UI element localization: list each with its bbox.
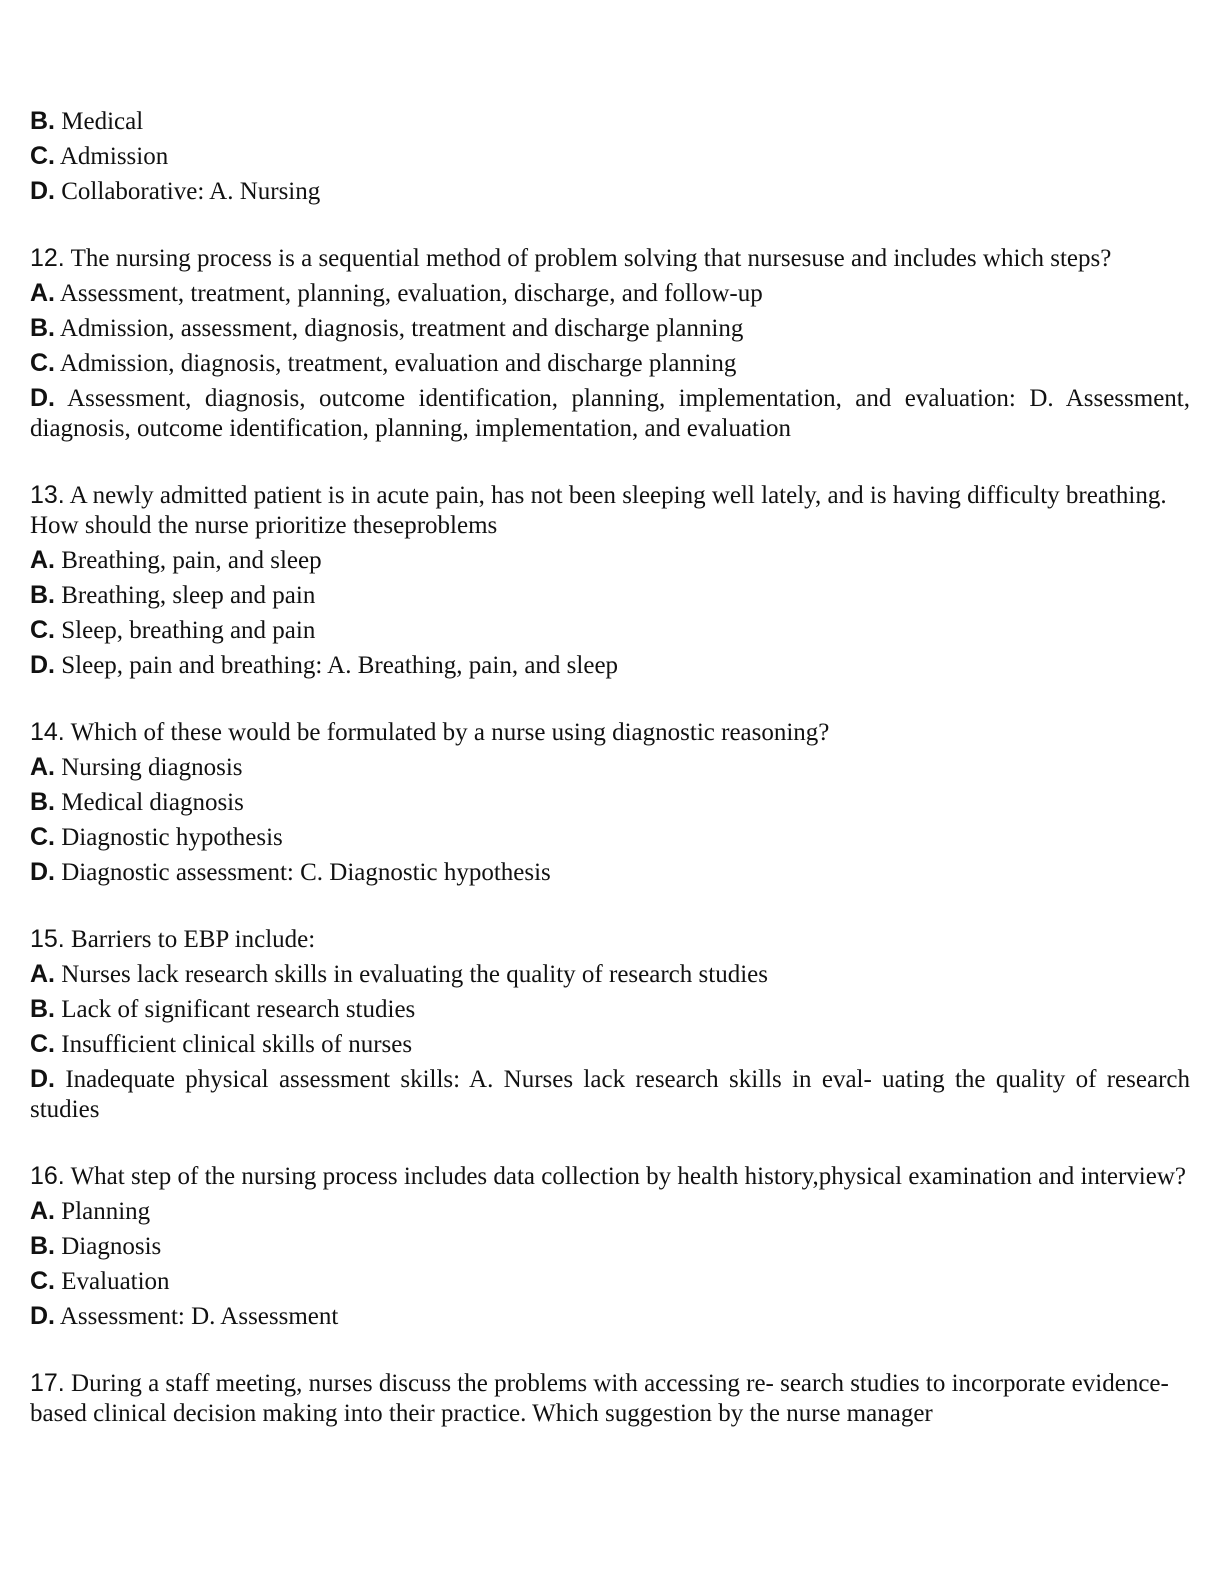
option-letter: C. [30,823,55,851]
option-b [30,313,1190,344]
question-number: 17. [30,1369,65,1397]
question-number: 14. [30,718,65,746]
option-letter: C. [30,349,55,377]
option-text: Diagnostic assessment: C. Diagnostic hypothesis [61,859,551,886]
question-text: The nursing process is a sequential method of problem solving that nursesuse and includes which steps? [70,245,1112,272]
option-letter: D. [30,384,55,412]
option-letter: A. [30,960,55,988]
option-letter: C. [30,1267,55,1295]
option-c [30,1029,1190,1060]
option-a [30,959,1190,990]
option-letter: C. [30,616,55,644]
question-text: A newly admitted patient is in acute pain, has not been sleeping well lately, and is having difficulty breathing. How should the nurse prioritize theseproblems [30,482,1167,539]
option-letter: D. [30,651,55,679]
question-14 [30,717,1190,888]
option-text: Sleep, breathing and pain [61,617,316,644]
option-letter: B. [30,1232,55,1260]
option-b [30,106,1190,137]
option-c [30,822,1190,853]
option-b [30,1231,1190,1262]
option-b [30,787,1190,818]
question-stem [30,480,1190,541]
question-11-continuation [30,106,1190,207]
option-text: Nurses lack research skills in evaluating the quality of research studies [61,961,768,988]
option-text: Admission, assessment, diagnosis, treatment and discharge planning [59,315,744,342]
question-16 [30,1161,1190,1332]
option-c [30,1266,1190,1297]
option-letter: C. [30,1030,55,1058]
option-letter: C. [30,142,55,170]
option-text: Insufficient clinical skills of nurses [61,1031,413,1058]
question-12 [30,243,1190,444]
option-text: Diagnosis [61,1233,162,1260]
option-letter: D. [30,1302,55,1330]
question-text: Which of these would be formulated by a nurse using diagnostic reasoning? [70,719,830,746]
question-17 [30,1368,1190,1429]
option-text: Breathing, sleep and pain [61,582,316,609]
option-a [30,752,1190,783]
question-text: What step of the nursing process includes data collection by health history,physical examination and interview? [70,1163,1186,1190]
option-letter: B. [30,107,55,135]
option-letter: B. [30,581,55,609]
option-letter: B. [30,788,55,816]
document-page [30,106,1190,1465]
option-a [30,278,1190,309]
question-stem [30,1161,1190,1192]
question-15 [30,924,1190,1125]
question-number: 13. [30,481,65,509]
option-text: Inadequate physical assessment skills: A. Nurses lack research skills in eval- uating the quality of research studies [30,1066,1191,1123]
option-a [30,545,1190,576]
option-letter: B. [30,314,55,342]
question-13 [30,480,1190,681]
option-text: Assessment, treatment, planning, evaluation, discharge, and follow-up [59,280,763,307]
option-text: Admission, diagnosis, treatment, evaluation and discharge planning [59,350,737,377]
option-d [30,1064,1190,1125]
option-d [30,650,1190,681]
option-text: Sleep, pain and breathing: A. Breathing, pain, and sleep [61,652,619,679]
option-text: Admission [59,143,169,170]
option-text: Diagnostic hypothesis [61,824,283,851]
option-text: Breathing, pain, and sleep [61,547,322,574]
question-stem [30,717,1190,748]
question-text: Barriers to EBP include: [71,926,316,953]
option-d [30,857,1190,888]
option-text: Evaluation [61,1268,170,1295]
option-letter: D. [30,1065,55,1093]
option-a [30,1196,1190,1227]
option-c [30,348,1190,379]
option-letter: D. [30,177,55,205]
option-text: Lack of significant research studies [61,996,416,1023]
option-text: Collaborative: A. Nursing [61,178,321,205]
option-d [30,1301,1190,1332]
option-c [30,141,1190,172]
option-text: Nursing diagnosis [61,754,243,781]
option-c [30,615,1190,646]
question-stem [30,924,1190,955]
question-stem [30,243,1190,274]
option-letter: D. [30,858,55,886]
option-b [30,580,1190,611]
question-number: 15. [30,925,65,953]
option-letter: A. [30,279,55,307]
option-b [30,994,1190,1025]
option-text: Assessment: D. Assessment [59,1303,339,1330]
option-letter: A. [30,753,55,781]
question-number: 12. [30,244,65,272]
option-letter: A. [30,546,55,574]
option-d [30,383,1190,444]
option-text: Assessment, diagnosis, outcome identification, planning, implementation, and evaluation: D. Assessment, diagnosis, outcome identification, planning, implementation, and evaluation [30,385,1191,442]
option-letter: A. [30,1197,55,1225]
option-letter: B. [30,995,55,1023]
option-d [30,176,1190,207]
option-text: Medical [61,108,144,135]
question-number: 16. [30,1162,65,1190]
question-stem [30,1368,1190,1429]
question-text: During a staff meeting, nurses discuss the problems with accessing re- search studies to incorporate evidence-based clinical decision making into their practice. Which suggestion by the nurse manager [30,1370,1169,1427]
option-text: Planning [61,1198,151,1225]
option-text: Medical diagnosis [61,789,244,816]
